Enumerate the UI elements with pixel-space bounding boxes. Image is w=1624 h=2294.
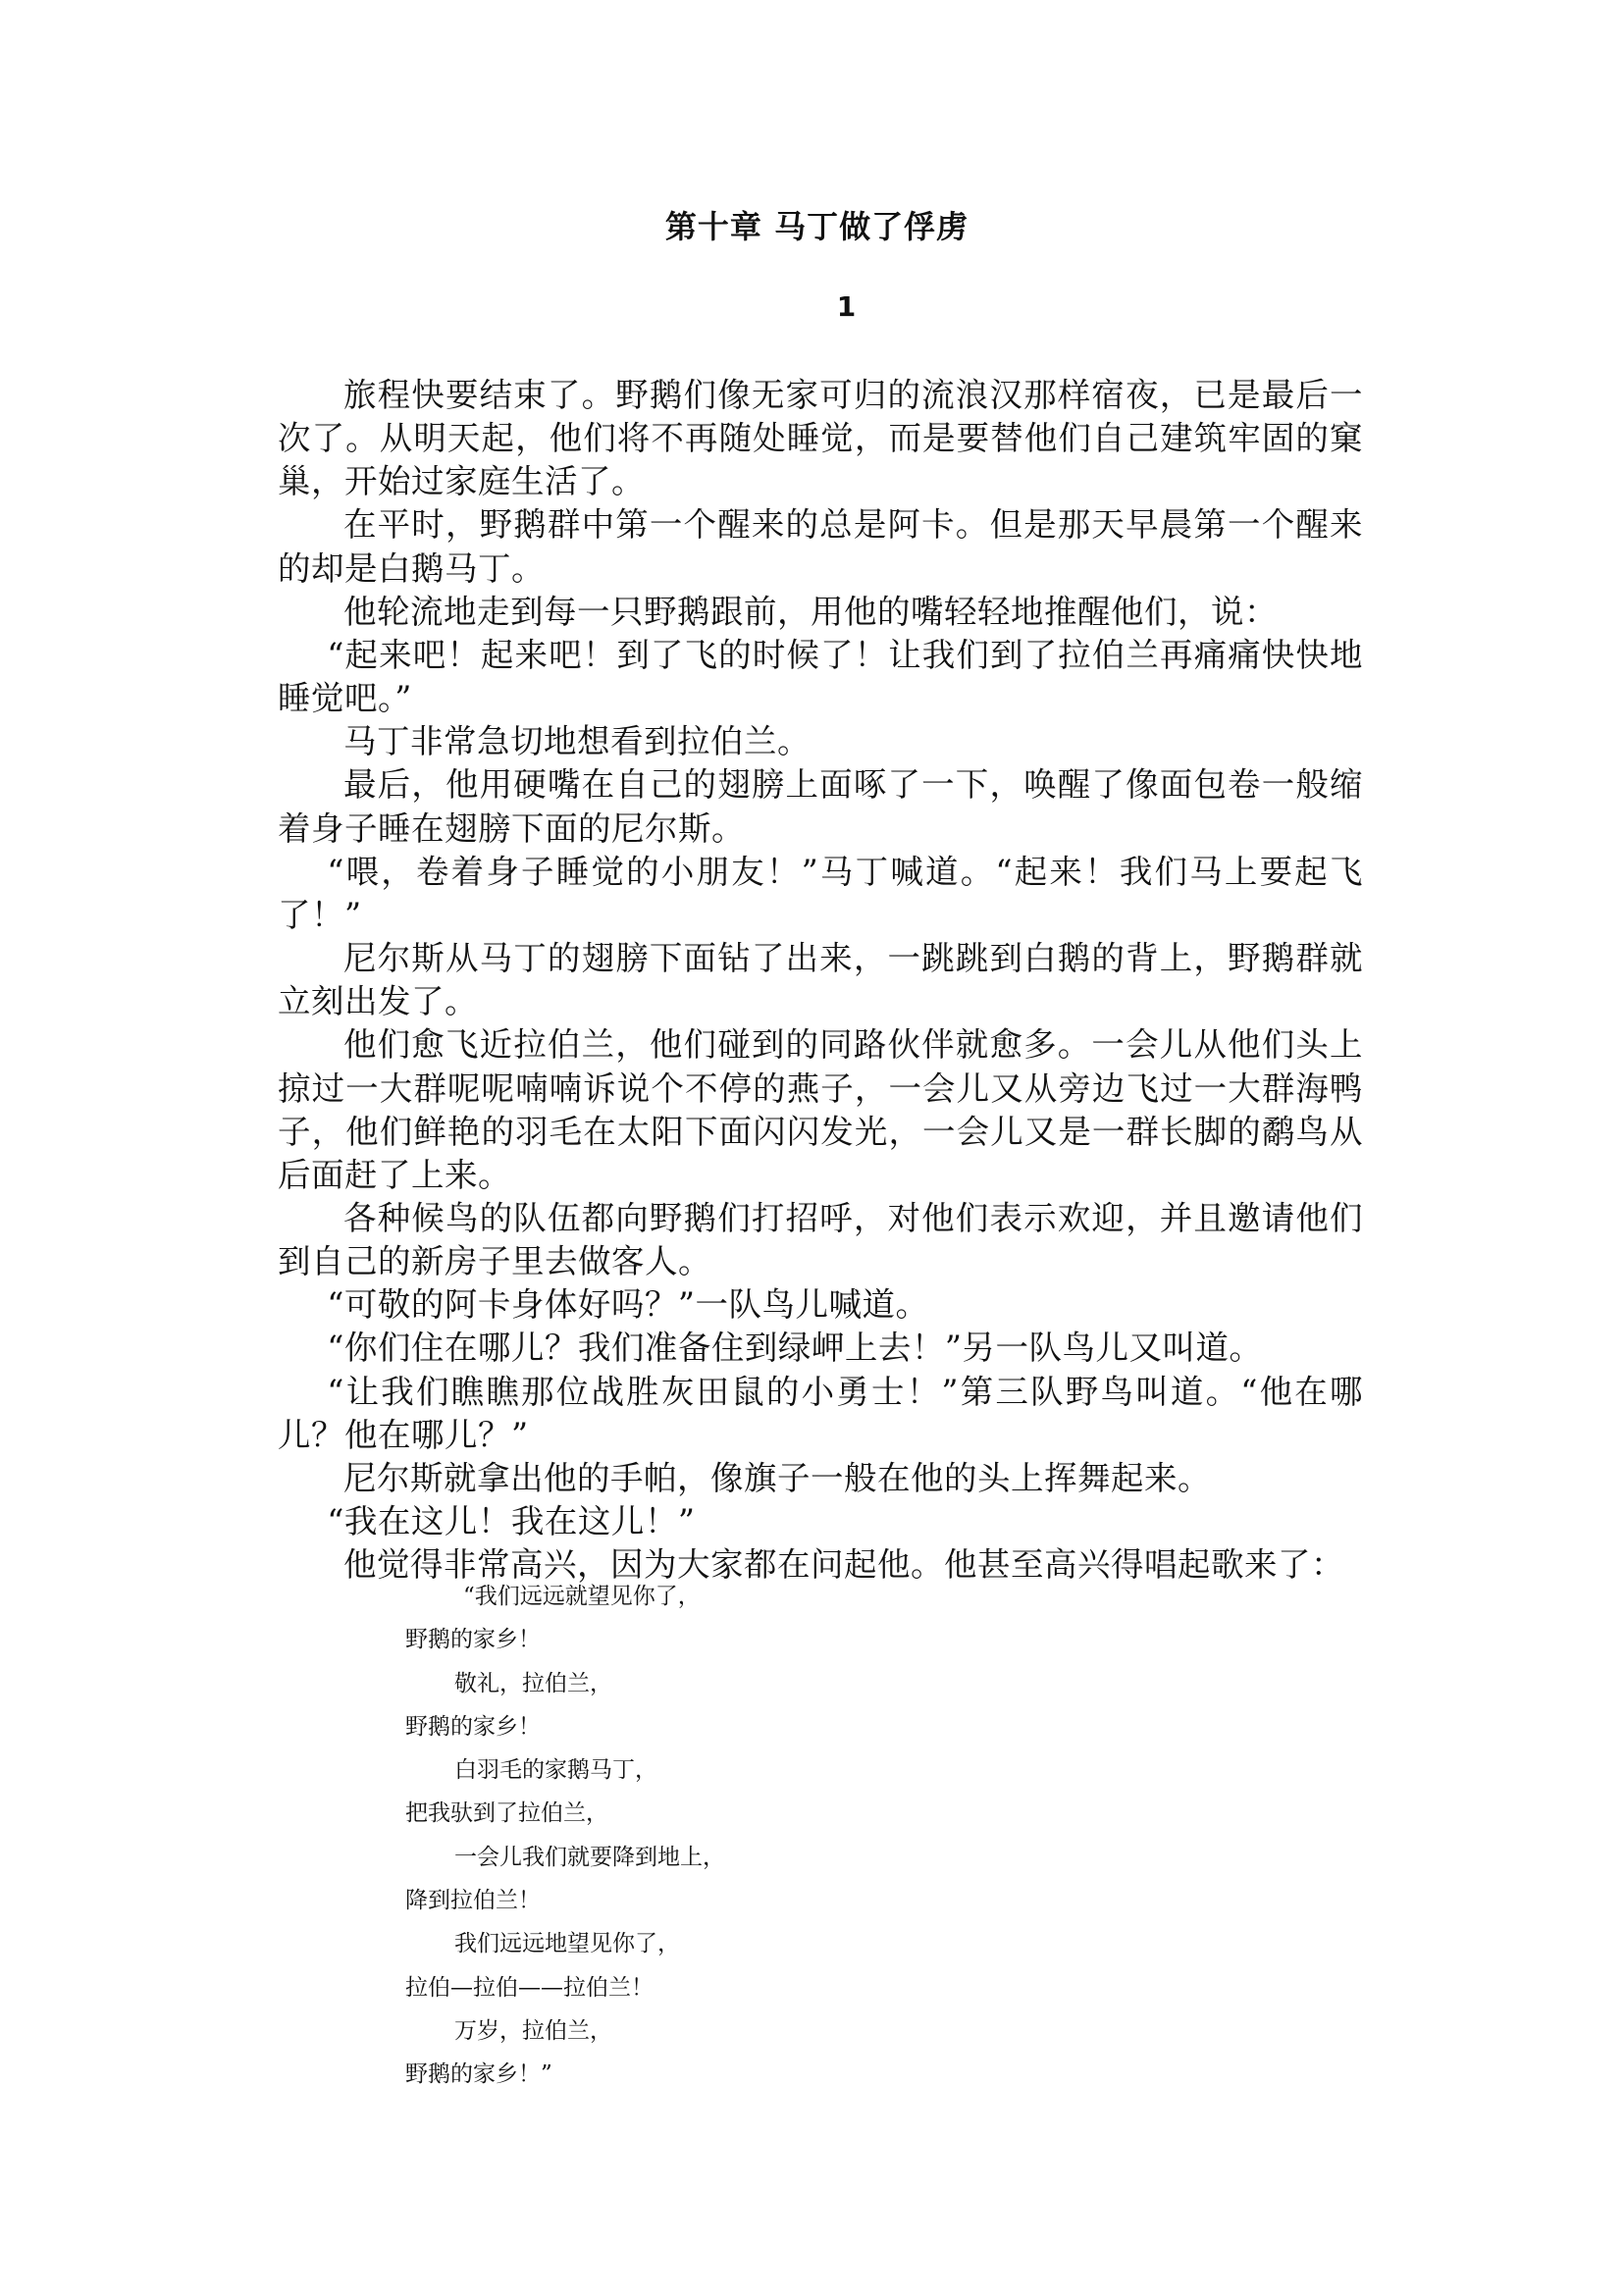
poem-line: 把我驮到了拉伯兰， [405,1800,608,1827]
chapter-title: 第十章 马丁做了俘虏 [664,208,969,245]
paragraph: “起来吧！起来吧！到了飞的时候了！让我们到了拉伯兰再痛痛快快地睡觉吧。” [278,635,1363,718]
poem-line: 拉伯—拉伯——拉伯兰！ [405,1974,654,2001]
poem-line: “我们远远就望见你了， [463,1584,701,1609]
paragraph: 他轮流地走到每一只野鹅跟前，用他的嘴轻轻地推醒他们，说： [343,592,1278,631]
song-poem [405,1575,725,2097]
paragraph: “让我们瞧瞧那位战胜灰田鼠的小勇士！”第三队野鸟叫道。“他在哪儿？他在哪儿？” [278,1372,1363,1454]
paragraph: 他们愈飞近拉伯兰，他们碰到的同路伙伴就愈多。一会儿从他们头上掠过一大群呢呢喃喃诉说个不停的燕子，一会儿又从旁边飞过一大群海鸭子，他们鲜艳的羽毛在太阳下面闪闪发光，一会儿又是一群长脚的鹬鸟从后面赶了上来。 [278,1025,1363,1194]
poem-line: 我们远远地望见你了， [454,1931,680,1957]
poem-line: 一会儿我们就要降到地上， [454,1844,725,1870]
paragraph: 他觉得非常高兴，因为大家都在问起他。他甚至高兴得唱起歌来了： [343,1545,1344,1585]
paragraph: “可敬的阿卡身体好吗？”一队鸟儿喊道。 [327,1285,929,1325]
poem-line: 白羽毛的家鹅马丁， [454,1757,657,1784]
paragraph: 尼尔斯从马丁的翅膀下面钻了出来，一跳跳到白鹅的背上，野鹅群就立刻出发了。 [278,939,1363,1021]
paragraph: 尼尔斯就拿出他的手帕，像旗子一般在他的头上挥舞起来。 [343,1458,1211,1497]
paragraph: “我在这儿！我在这儿！” [327,1502,696,1541]
poem-line: 野鹅的家乡！” [405,2061,552,2088]
poem-line: 野鹅的家乡！ [405,1627,541,1653]
section-number: 1 [836,290,857,323]
paragraph: 最后，他用硬嘴在自己的翅膀上面啄了一下，唤醒了像面包卷一般缩着身子睡在翅膀下面的尼尔斯。 [278,765,1363,848]
paragraph: “你们住在哪儿？我们准备住到绿岬上去！”另一队鸟儿又叫道。 [327,1329,1263,1368]
paragraph: 各种候鸟的队伍都向野鹅们打招呼，对他们表示欢迎，并且邀请他们到自己的新房子里去做客人。 [278,1198,1363,1281]
poem-line: 降到拉伯兰！ [405,1888,541,1914]
poem-line: 野鹅的家乡！ [405,1713,541,1740]
paragraph: “喂，卷着身子睡觉的小朋友！”马丁喊道。“起来！我们马上要起飞了！” [278,852,1363,934]
paragraph: 旅程快要结束了。野鹅们像无家可归的流浪汉那样宿夜，已是最后一次了。从明天起，他们将不再随处睡觉，而是要替他们自己建筑牢固的窠巢，开始过家庭生活了。 [278,376,1363,501]
poem-line: 万岁，拉伯兰， [454,2017,612,2044]
paragraph: 马丁非常急切地想看到拉伯兰。 [343,722,811,761]
paragraph: 在平时，野鹅群中第一个醒来的总是阿卡。但是那天早晨第一个醒来的却是白鹅马丁。 [278,505,1363,588]
body-text [278,374,1363,1587]
poem-line: 敬礼，拉伯兰， [454,1670,612,1696]
